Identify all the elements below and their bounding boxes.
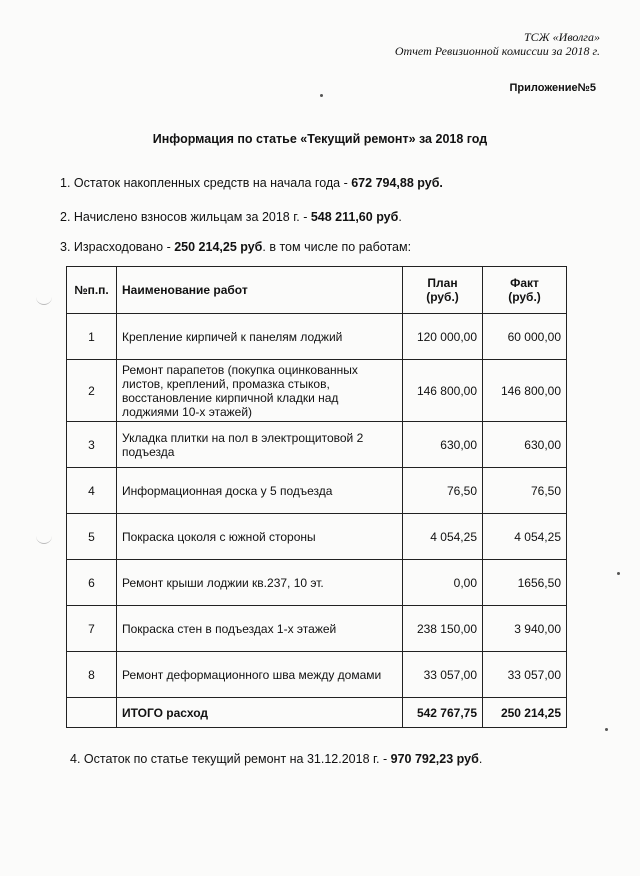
row-fact: 630,00 [483, 422, 567, 468]
row-num: 3 [67, 422, 117, 468]
col-header-plan [403, 267, 483, 314]
col-header-name: Наименование работ [117, 267, 403, 314]
summary-line-3-tail: . в том числе по работам: [262, 240, 412, 254]
row-num: 4 [67, 468, 117, 514]
row-fact: 1656,50 [483, 560, 567, 606]
row-plan: 4 054,25 [403, 514, 483, 560]
col-header-fact-1: Факт [510, 276, 539, 290]
table-row [67, 560, 567, 606]
row-name: Информационная доска у 5 подъезда [117, 468, 403, 514]
total-plan: 542 767,75 [403, 698, 483, 728]
row-num: 5 [67, 514, 117, 560]
total-num-cell [67, 698, 117, 728]
col-header-fact-2: (руб.) [508, 290, 541, 304]
row-name: Крепление кирпичей к панелям лоджий [117, 314, 403, 360]
row-name: Укладка плитки на пол в электрощитовой 2 подъезда [117, 422, 403, 468]
row-fact: 146 800,00 [483, 360, 567, 422]
summary-line-2-tail: . [398, 210, 402, 224]
table-row [67, 314, 567, 360]
row-num: 6 [67, 560, 117, 606]
summary-line-1 [60, 176, 443, 190]
row-fact: 4 054,25 [483, 514, 567, 560]
report-title: Отчет Ревизионной комиссии за 2018 г. [394, 44, 600, 58]
row-plan: 0,00 [403, 560, 483, 606]
total-label: ИТОГО расход [117, 698, 403, 728]
summary-line-4-value: 970 792,23 руб [390, 752, 479, 766]
table-row [67, 422, 567, 468]
page-title: Информация по статье «Текущий ремонт» за 2018 год [152, 132, 488, 146]
appendix-label: Приложение№5 [509, 82, 596, 94]
row-plan: 630,00 [403, 422, 483, 468]
scan-speck [605, 728, 608, 731]
col-header-num: №п.п. [67, 267, 117, 314]
row-fact: 60 000,00 [483, 314, 567, 360]
table-row [67, 652, 567, 698]
scan-speck [617, 572, 620, 575]
summary-line-4-tail: . [478, 752, 483, 766]
summary-line-4 [70, 752, 482, 766]
organization-name: ТСЖ «Иволга» [523, 30, 600, 44]
works-table [66, 266, 567, 728]
row-num: 7 [67, 606, 117, 652]
row-fact: 3 940,00 [483, 606, 567, 652]
table-total-row [67, 698, 567, 728]
row-name: Покраска цоколя с южной стороны [117, 514, 403, 560]
summary-line-2 [60, 210, 402, 224]
summary-line-3-text: 3. Израсходовано - [60, 240, 175, 254]
total-fact: 250 214,25 [483, 698, 567, 728]
row-name: Ремонт парапетов (покупка оцинкованных листов, креплений, промазка стыков, восстановление кирпичной кладки над лоджиями 10-х этажей) [117, 360, 403, 422]
row-fact: 33 057,00 [483, 652, 567, 698]
row-plan: 76,50 [403, 468, 483, 514]
row-name: Ремонт крыши лоджии кв.237, 10 эт. [117, 560, 403, 606]
summary-line-2-value: 548 211,60 руб [310, 210, 399, 224]
row-plan: 146 800,00 [403, 360, 483, 422]
row-num: 2 [67, 360, 117, 422]
row-fact: 76,50 [483, 468, 567, 514]
row-plan: 33 057,00 [403, 652, 483, 698]
summary-line-1-value: 672 794,88 руб. [351, 176, 443, 190]
table-header-row [67, 267, 567, 314]
summary-line-1-text: 1. Остаток накопленных средств на начала года - [60, 176, 352, 190]
col-header-plan-1: План [427, 276, 458, 290]
row-num: 8 [67, 652, 117, 698]
summary-line-4-text: 4. Остаток по статье текущий ремонт на 31.12.2018 г. - [70, 752, 391, 766]
row-name: Ремонт деформационного шва между домами [117, 652, 403, 698]
col-header-plan-2: (руб.) [426, 290, 459, 304]
scan-speck [320, 94, 323, 97]
summary-line-3 [60, 240, 411, 254]
punch-hole-mark [36, 296, 52, 305]
row-plan: 238 150,00 [403, 606, 483, 652]
summary-line-2-text: 2. Начислено взносов жильцам за 2018 г. - [60, 210, 311, 224]
table-row [67, 360, 567, 422]
table-row [67, 514, 567, 560]
row-name: Покраска стен в подъездах 1-х этажей [117, 606, 403, 652]
row-num: 1 [67, 314, 117, 360]
table-row [67, 606, 567, 652]
punch-hole-mark [36, 535, 52, 544]
table-row [67, 468, 567, 514]
summary-line-3-value: 250 214,25 руб [174, 240, 263, 254]
row-plan: 120 000,00 [403, 314, 483, 360]
col-header-fact [483, 267, 567, 314]
